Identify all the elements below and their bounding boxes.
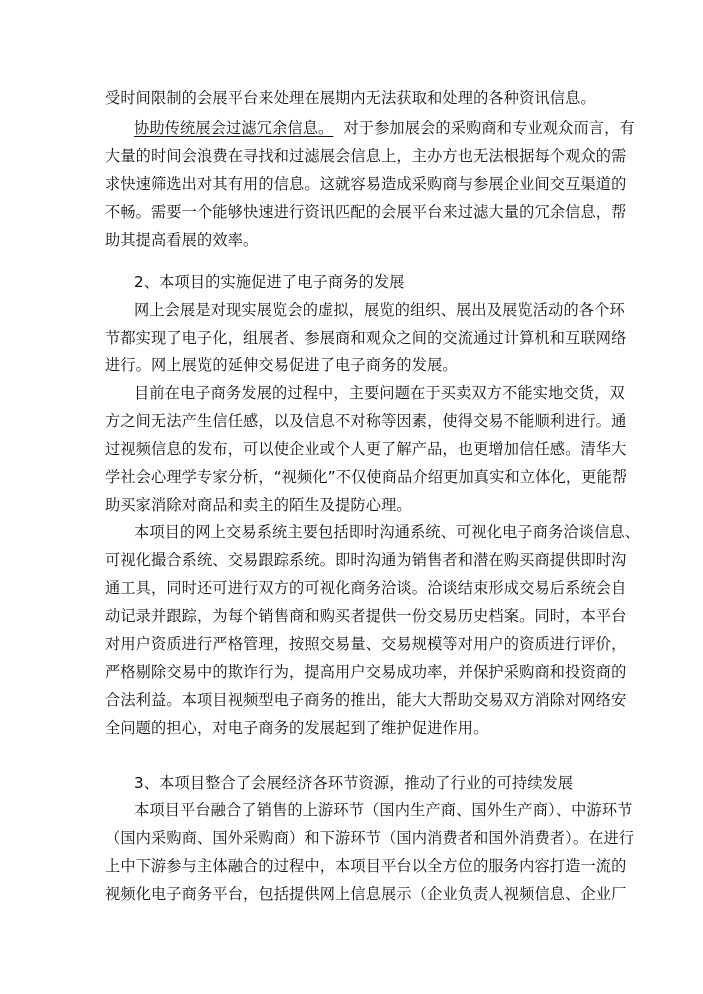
- section-heading: 3、本项目整合了会展经济各环节资源，推动了行业的可持续发展: [134, 774, 574, 792]
- paragraph-line: 网上会展是对现实展览会的虚拟，展览的组织、展出及展览活动的各个环: [134, 301, 625, 319]
- paragraph-line: 本项目的网上交易系统主要包括即时沟通系统、可视化电子商务洽谈信息、: [134, 523, 641, 541]
- paragraph-line: 上中下游参与主体融合的过程中，本项目平台以全方位的服务内容打造一流的: [105, 857, 627, 875]
- paragraph-line: 求快速筛选出对其有用的信息。这就容易造成采购商与参展企业间交互渠道的: [105, 175, 627, 193]
- paragraph-line: 不畅。需要一个能够快速进行资讯匹配的会展平台来过滤大量的冗余信息，帮: [105, 203, 627, 221]
- paragraph-line: 视频化电子商务平台，包括提供网上信息展示（企业负责人视频信息、企业厂: [105, 885, 627, 903]
- paragraph-line: 学社会心理学专家分析，“视频化”不仅使商品介绍更加真实和立体化，更能帮: [105, 468, 628, 486]
- paragraph-line: 全问题的担心，对电子商务的发展起到了维护促进作用。: [105, 719, 489, 737]
- paragraph-line: 方之间无法产生信任感，以及信息不对称等因素，使得交易不能顺利进行。通: [105, 412, 627, 430]
- paragraph-line: 合法利益。本项目视频型电子商务的推出，能大大帮助交易双方消除对网络安: [105, 691, 627, 709]
- paragraph-line: 通工具，同时还可进行双方的可视化商务洽谈。洽谈结束形成交易后系统会自: [105, 579, 627, 597]
- paragraph-line: 大量的时间会浪费在寻找和过滤展会信息上，主办方也无法根据每个观众的需: [105, 147, 627, 165]
- paragraph-line: 可视化撮合系统、交易跟踪系统。即时沟通为销售者和潜在购买商提供即时沟: [105, 551, 627, 569]
- paragraph-line: [134, 118, 635, 138]
- paragraph-line: 进行。网上展览的延伸交易促进了电子商务的发展。: [105, 356, 458, 374]
- underlined-heading: 协助传统展会过滤冗余信息。: [134, 119, 334, 137]
- paragraph-line: 本项目平台融合了销售的上游环节（国内生产商、国外生产商）、中游环节: [134, 801, 633, 819]
- paragraph-line: 目前在电子商务发展的过程中，主要问题在于买卖双方不能实地交货，双: [134, 384, 625, 402]
- paragraph-line: （国内采购商、国外采购商）和下游环节（国内消费者和国外消费者）。在进行: [105, 829, 635, 847]
- paragraph-line: 对用户资质进行严格管理，按照交易量、交易规模等对用户的资质进行评价，: [105, 635, 627, 653]
- paragraph-line: 过视频信息的发布，可以使企业或个人更了解产品，也更增加信任感。清华大: [105, 440, 627, 458]
- paragraph-line: 受时间限制的会展平台来处理在展期内无法获取和处理的各种资讯信息。: [105, 89, 596, 107]
- paragraph-text: 对于参加展会的采购商和专业观众而言，有: [343, 119, 635, 137]
- paragraph-line: 节都实现了电子化，组展者、参展商和观众之间的交流通过计算机和互联网络: [105, 329, 627, 347]
- paragraph-line: 严格剔除交易中的欺诈行为，提高用户交易成功率，并保护采购商和投资商的: [105, 663, 627, 681]
- section-heading: 2、本项目的实施促进了电子商务的发展: [134, 273, 405, 291]
- paragraph-line: 助买家消除对商品和卖主的陌生及提防心理。: [105, 496, 412, 514]
- paragraph-line: 动记录并跟踪，为每个销售商和购买者提供一份交易历史档案。同时，本平台: [105, 607, 627, 625]
- paragraph-line: 助其提高看展的效率。: [105, 231, 259, 249]
